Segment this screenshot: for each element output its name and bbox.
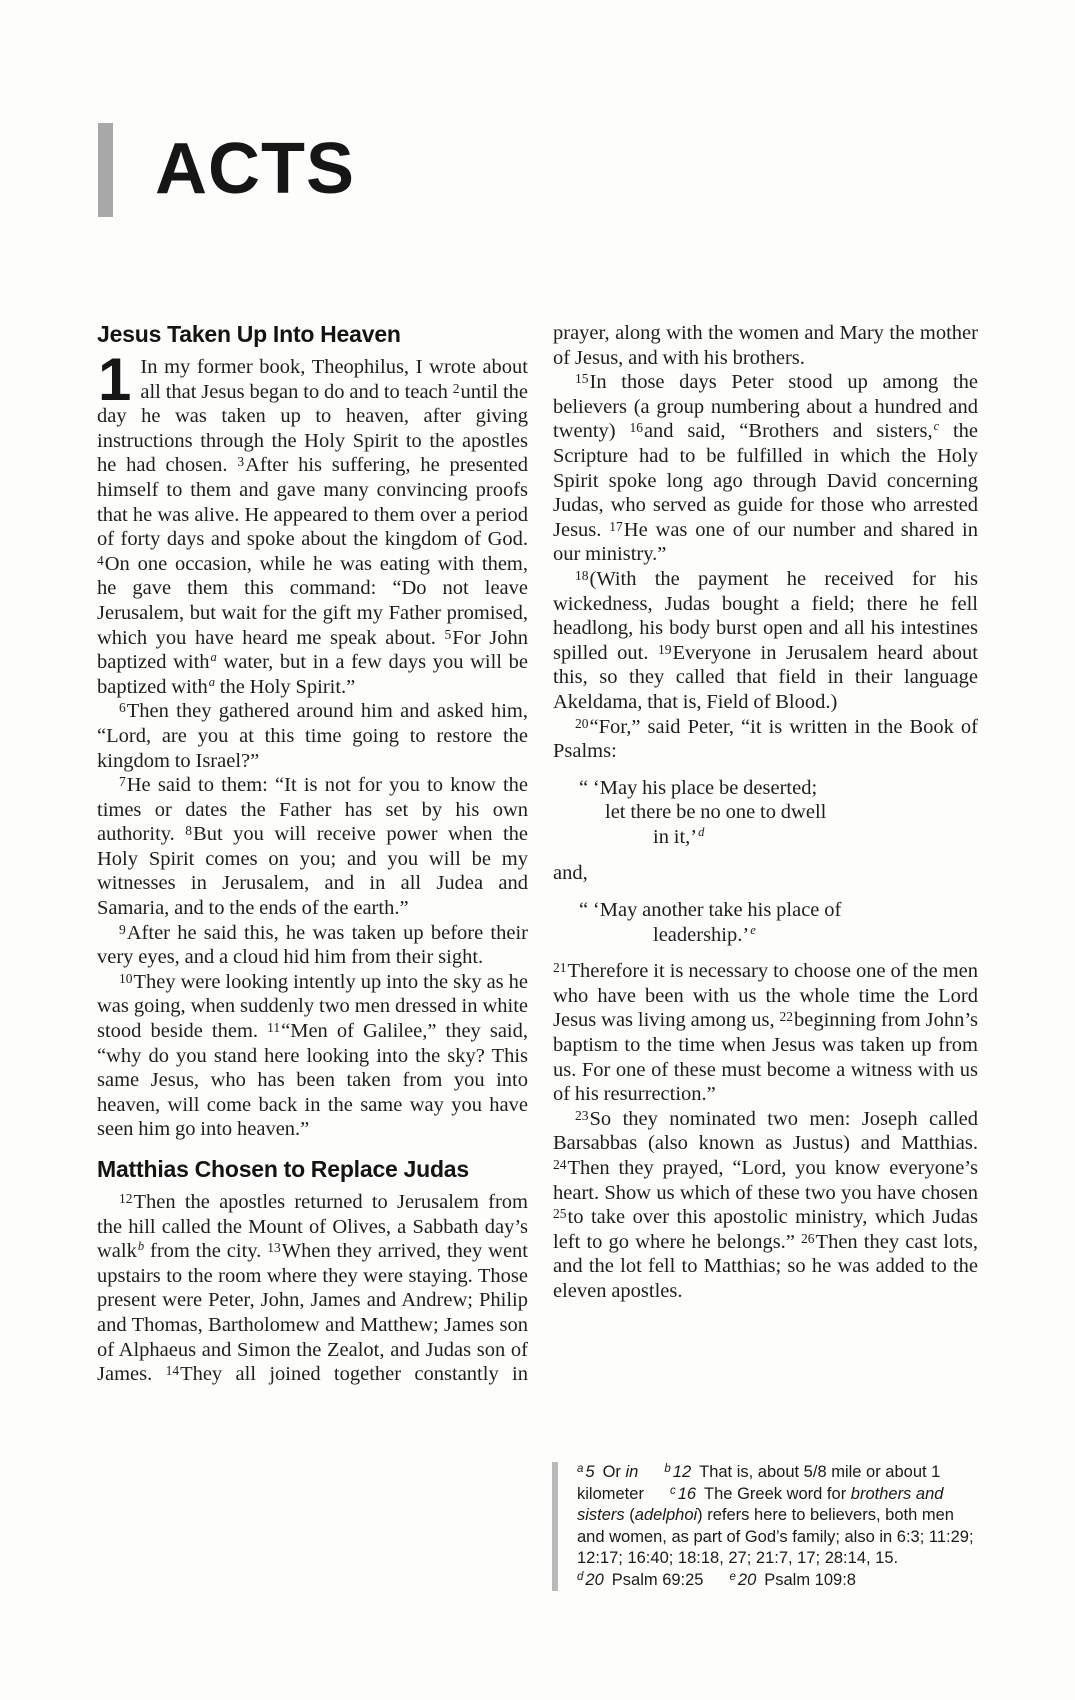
verse-number: 6: [119, 700, 126, 716]
text-run: ) refers here to believers, both men and women, as part of God’s family; also in 6:3; 11:29; 12:17; 16:40; 18:18, 27; 21:7, 17; 28:14, 15.: [577, 1506, 974, 1567]
chapter-number: 1: [98, 346, 132, 413]
paragraph: [97, 699, 528, 773]
text-run: He was one of our number and shared in our ministry.”: [553, 518, 979, 566]
verse-number: 23: [575, 1107, 589, 1123]
text-run: They were looking intently up into the sky as he was going, when suddenly two men dressed in white stood beside them.: [97, 970, 528, 1043]
text-run: (: [624, 1506, 635, 1524]
poetry-block: [553, 898, 978, 947]
footnote-verse-ref: 20: [737, 1570, 757, 1589]
verse-number: 26: [801, 1230, 815, 1246]
verse-number: 7: [119, 774, 126, 790]
text-run: When they arrived, they went upstairs to the room where they were staying. Those present were Peter, John, James and Andrew; Philip and Thomas, Bartholomew and Matthew; James son of Alphaeus and Simon the Zealot, and Judas son of James.: [97, 1240, 529, 1386]
section-heading: Matthias Chosen to Replace Judas: [97, 1156, 469, 1182]
paragraph: [553, 861, 978, 886]
verse-number: 5: [444, 626, 452, 642]
footnote-letter: a: [577, 1463, 584, 1475]
text-run: The Greek word for: [704, 1484, 851, 1503]
paragraph: [97, 773, 528, 921]
text-run: They all joined together constantly in: [180, 1363, 528, 1386]
book-title-block: [98, 123, 355, 217]
footnote-letter: e: [729, 1570, 736, 1583]
paragraph: [97, 970, 528, 1142]
text-run: Then they prayed, “Lord, you know everyone’s heart. Show us which of these two you have chosen: [553, 1157, 978, 1204]
text-run: But you will receive power when the Holy Spirit comes on you; and you will be my witnesses in Jerusalem, and in all Judea and Samaria, and to the ends of the earth.”: [97, 823, 528, 920]
text-run: Then the apostles returned to Jerusalem from the hill called the Mount of Olives, a Sabbath day’s walk: [97, 1191, 528, 1263]
poetry-line: [553, 776, 978, 801]
scripture-columns: [97, 321, 978, 1387]
verse-number: 22: [779, 1009, 794, 1025]
footnote-letter: d: [577, 1570, 584, 1583]
text-run: the Scripture had to be fulfilled in which the Holy Spirit spoke long ago through David concerning Judas, who served as guide for those who arrested Jesus.: [553, 420, 979, 541]
text-run: (With the payment he received for his wickedness, Judas bought a field; there he fell headlong, his body burst open and all his intestines spilled out.: [553, 567, 978, 664]
text-run: Then they cast lots, and the lot fell to Matthias; so he was added to the eleven apostles.: [553, 1230, 979, 1302]
footnote-item: [729, 1571, 855, 1589]
verse-number: 21: [553, 960, 567, 976]
footnote-ref: a: [210, 650, 217, 665]
paragraph: [553, 715, 978, 764]
text-run: prayer, along with the women and Mary the mother of Jesus, and with his brothers.: [553, 322, 978, 369]
italic-text: brothers and sisters: [577, 1484, 944, 1524]
verse-number: 12: [119, 1191, 133, 1206]
text-run: from the city.: [144, 1240, 268, 1263]
poetry-block: [553, 776, 978, 850]
text-run: After he said this, he was taken up before their very eyes, and a cloud hid him from their sight.: [97, 921, 528, 969]
text-run: He said to them: “It is not for you to know the times or dates the Father has set by his own authority.: [97, 774, 528, 846]
footnote-verse-ref: 20: [585, 1570, 604, 1589]
paragraph: [553, 567, 978, 715]
italic-text: adelphoi: [634, 1506, 698, 1524]
verse-number: 4: [97, 552, 104, 568]
text-run: Everyone in Jerusalem heard about this, so they called that field in their language Akeldama, that is, Field of Blood.): [553, 641, 978, 713]
verse-number: 8: [185, 823, 193, 839]
paragraph: [553, 959, 978, 1107]
footnote-verse-ref: 12: [672, 1463, 692, 1481]
text-run: and,: [553, 862, 588, 885]
paragraph: [553, 321, 978, 370]
text-run: until the day he was taken up to heaven, after giving instructions through the Holy Spirit to the apostles he had chosen.: [97, 380, 528, 477]
poetry-line: [553, 898, 978, 923]
footnote-verse-ref: 16: [677, 1484, 697, 1503]
text-run: Then they gathered around him and asked him, “Lord, are you at this time going to restore the kingdom to Israel?”: [97, 700, 528, 772]
right-column: [553, 321, 978, 1387]
text-run: On one occasion, while he was eating with them, he gave them this command: “Do not leave Jerusalem, but wait for the gift my Father promised, which you have heard me speak about.: [97, 552, 528, 649]
text-run: Or: [602, 1463, 626, 1481]
text-run: For John baptized with: [97, 626, 528, 674]
verse-number: 2: [452, 380, 460, 396]
footnote-item: [577, 1571, 703, 1589]
text-run: That is, about 5/8 mile or about 1 kilometer: [577, 1463, 941, 1503]
poetry-line: [553, 800, 978, 825]
verse-number: 24: [553, 1157, 567, 1172]
footnote-accent-bar: [552, 1462, 558, 1591]
verse-number: 13: [267, 1240, 281, 1256]
footnote-ref: e: [750, 922, 756, 937]
text-run: In my former book, Theophilus, I wrote about all that Jesus began to do and to teach: [140, 356, 528, 403]
verse-number: 14: [165, 1363, 180, 1379]
verse-number: 15: [575, 371, 589, 387]
text-run: the Holy Spirit.”: [214, 675, 356, 698]
text-run: “For,” said Peter, “it is written in the Book of Psalms:: [553, 715, 978, 763]
paragraph: [553, 370, 978, 567]
paragraph: [97, 346, 528, 699]
text-run: and said, “Brothers and sisters,: [643, 420, 933, 443]
text-run: In those days Peter stood up among the believers (a group numbering about a hundred and twenty): [553, 371, 978, 443]
text-run: in it,’: [653, 825, 698, 848]
verse-number: 9: [119, 921, 126, 937]
paragraph: [553, 1107, 978, 1304]
footnote-ref: c: [933, 419, 940, 434]
footnote-ref: d: [698, 824, 705, 839]
text-run: “ ‘May his place be deserted;: [579, 776, 818, 799]
text-run: After his suffering, he presented himself to them and gave many convincing proofs that he was alive. He appeared to them over a period of forty days and spoke about the kingdom of God.: [97, 454, 528, 551]
verse-number: 19: [657, 641, 672, 657]
footnote-item: [577, 1463, 638, 1481]
paragraph: [97, 921, 528, 970]
footnote-verse-ref: 5: [585, 1463, 595, 1481]
text-run: let there be no one to dwell: [605, 801, 827, 824]
verse-number: 17: [609, 518, 623, 534]
verse-number: 11: [267, 1020, 281, 1036]
footnote-ref: a: [208, 674, 215, 689]
poetry-line: [553, 923, 978, 948]
text-run: Therefore it is necessary to choose one of the men who have been with us the whole time the Lord Jesus was living among us,: [553, 960, 978, 1032]
book-title: ACTS: [155, 129, 355, 209]
text-run: Psalm 69:25: [611, 1570, 704, 1589]
verse-number: 3: [237, 454, 245, 470]
title-accent-bar: [98, 123, 113, 217]
verse-number: 10: [119, 970, 133, 986]
verse-number: 25: [553, 1206, 567, 1222]
footnote-text: [577, 1462, 978, 1591]
verse-number: 20: [575, 715, 589, 731]
left-column: [97, 321, 528, 1387]
footnotes-block: [552, 1462, 978, 1591]
text-run: So they nominated two men: Joseph called Barsabbas (also known as Justus) and Matthias.: [553, 1107, 978, 1155]
text-run: water, but in a few days you will be baptized with: [97, 651, 528, 698]
text-run: Psalm 109:8: [764, 1570, 856, 1589]
section-heading: Jesus Taken Up Into Heaven: [97, 321, 401, 347]
text-run: “Men of Galilee,” they said, “why do you stand here looking into the sky? This same Jesus, who has been taken from you into heaven, will come back in the same way you have seen him go into heaven.”: [97, 1020, 529, 1141]
poetry-line: [553, 825, 978, 850]
footnote-letter: b: [664, 1463, 671, 1475]
text-run: to take over this apostolic ministry, which Judas left to go where he belongs.”: [553, 1206, 978, 1253]
text-run: leadership.’: [653, 923, 750, 946]
italic-text: in: [625, 1463, 639, 1481]
text-run: “ ‘May another take his place of: [579, 899, 842, 922]
paragraph: [97, 1190, 528, 1387]
text-run: beginning from John’s baptism to the time when Jesus was taken up from us. For one of these must become a witness with us of his resurrection.”: [553, 1009, 978, 1106]
footnote-letter: c: [669, 1484, 676, 1497]
footnote-ref: b: [137, 1239, 145, 1254]
verse-number: 18: [575, 567, 589, 583]
verse-number: 16: [629, 420, 643, 436]
